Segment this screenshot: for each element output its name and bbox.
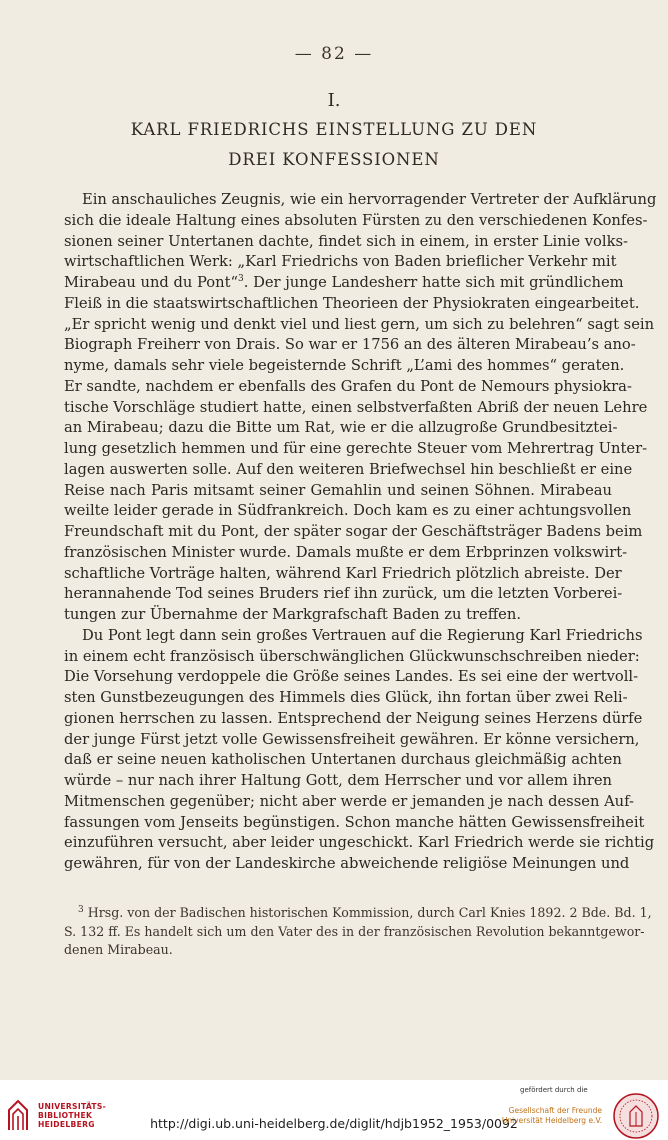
library-name-line: HEIDELBERG: [38, 1120, 95, 1129]
text-line: in einem echt französisch überschwänglichen Glückwunschschreiben nieder:: [64, 647, 640, 665]
text-line: weilte leider gerade in Südfrankreich. Doch kam es zu einer achtungsvollen: [64, 502, 632, 520]
sponsor-name: [498, 1106, 602, 1126]
text-line: sten Gunstbezeugungen des Himmels dies Glück, ihn fortan über zwei Reli-: [64, 689, 628, 706]
text-line: der junge Fürst jetzt volle Gewissensfreiheit gewähren. Er könne versichern,: [64, 730, 640, 748]
text-line: herannahende Tod seines Bruders rief ihn zurück, um die letzten Vorberei-: [64, 585, 623, 603]
footnote-number: 3: [78, 904, 84, 915]
text-line: Du Pont legt dann sein großes Vertrauen auf die Regierung Karl Friedrichs: [82, 626, 643, 644]
text-line: gionen herrschen zu lassen. Entsprechend der Neigung seines Herzens dürfe: [64, 709, 643, 727]
text-line: Biograph Freiherr von Drais. So war er 1756 an des älteren Mirabeau’s ano-: [64, 336, 636, 354]
text-line: gewähren, für von der Landeskirche abweichende religiöse Meinungen und: [64, 855, 630, 872]
text-line: lung gesetzlich hemmen und für eine gerechte Steuer vom Mehrertrag Unter-: [64, 440, 648, 457]
sponsor-label: gefördert durch die: [520, 1086, 588, 1094]
text-line: daß er seine neuen katholischen Untertanen durchaus gleichmäßig achten: [64, 751, 622, 769]
sponsor-name-line: Gesellschaft der Freunde: [508, 1106, 602, 1115]
text-line: einzuführen versucht, aber leider ungeschickt. Karl Friedrich werde sie richtig: [64, 834, 655, 852]
university-seal-icon: [612, 1092, 660, 1140]
text-line: nyme, damals sehr viele begeisternde Schrift „L’ami des hommes“ geraten.: [64, 357, 625, 374]
chapter-title-line-1: KARL FRIEDRICHS EINSTELLUNG ZU DEN: [130, 120, 538, 139]
text-line: Er sandte, nachdem er ebenfalls des Grafen du Pont de Nemours physiokra-: [64, 377, 632, 395]
text-line: Ein anschauliches Zeugnis, wie ein hervorragender Vertreter der Aufklärung: [82, 191, 657, 208]
text-line: Die Vorsehung verdoppele die Größe seines Landes. Es sei eine der wertvoll-: [64, 668, 639, 686]
text-line: tische Vorschläge studiert hatte, einen selbstverfaßten Abriß der neuen Lehre: [64, 398, 648, 416]
text-line: würde – nur nach ihrer Haltung Gott, dem Herrscher und vor allem ihren: [64, 772, 612, 789]
footnote-block: [64, 904, 652, 960]
text-line: sionen seiner Untertanen dachte, findet sich in einem, in erster Linie volks-: [64, 232, 628, 250]
text-line: Reise nach Paris mitsamt seiner Gemahlin und seinen Söhnen. Mirabeau: [64, 481, 612, 499]
text-line: schaftliche Vorträge halten, während Karl Friedrich plötzlich abreiste. Der: [64, 564, 622, 582]
text-line: Mitmenschen gegenüber; nicht aber werde er jemanden je nach dessen Auf-: [64, 792, 635, 810]
text-line: Freundschaft mit du Pont, der später sogar der Geschäftsträger Badens beim: [64, 523, 643, 540]
text-line: „Er spricht wenig und denkt viel und liest gern, um sich zu belehren“ sagt sein: [64, 315, 655, 333]
text-segment: Der junge Landesherr hatte sich mit gründlichem: [253, 274, 624, 291]
text-line: tungen zur Übernahme der Markgrafschaft Baden zu treffen.: [64, 606, 521, 623]
library-name-line: UNIVERSITÄTS-: [38, 1102, 107, 1111]
body-text: [64, 190, 657, 875]
chapter-numeral: I.: [327, 90, 341, 111]
text-line: französischen Minister wurde. Damals mußte er dem Erbprinzen volkswirt-: [64, 543, 628, 561]
page-number: — 82 —: [294, 44, 374, 64]
text-line: wirtschaftlichen Werk: „Karl Friedrichs von Baden brieflicher Verkehr mit: [64, 253, 617, 271]
chapter-title-line-2: DREI KONFESSIONEN: [228, 150, 440, 169]
text-line: Fleiß in die staatswirtschaftlichen Theorieen der Physiokraten eingearbeitet.: [64, 294, 640, 312]
text-line: Mirabeau und du Pont“$^3$. Der junge Landesherr hatte sich mit gründlichem: [64, 274, 624, 291]
sponsor-name-line: Universität Heidelberg e.V.: [501, 1116, 602, 1125]
text-line: an Mirabeau; dazu die Bitte um Rat, wie er die allzugroße Grundbesitztei-: [64, 419, 618, 437]
digitization-footer: [0, 1080, 668, 1140]
text-line: lagen auswerten solle. Auf den weiteren Briefwechsel hin beschließt er eine: [64, 460, 633, 478]
text-line: sich die ideale Haltung eines absoluten Fürsten zu den verschiedenen Konfes-: [64, 211, 648, 229]
footnote-reference: 3: [238, 274, 244, 285]
footnote-line: denen Mirabeau.: [64, 942, 173, 957]
library-name-line: BIBLIOTHEK: [38, 1111, 93, 1120]
footnote-line: [64, 904, 652, 923]
text-segment: Hrsg. von der Badischen historischen Kommission, durch Carl Knies 1892. 2 Bde. Bd. 1,: [87, 905, 652, 920]
text-line: fassungen vom Jenseits begünstigen. Schon manche hätten Gewissensfreiheit: [64, 813, 645, 831]
text-segment: Mirabeau und du Pont“: [64, 274, 239, 291]
footnote-line: S. 132 ff. Es handelt sich um den Vater des in der französischen Revolution bekanntgewor-: [64, 923, 645, 939]
source-url-link[interactable]: http://digi.ub.uni-heidelberg.de/diglit/hdjb1952_1953/0092: [150, 1116, 518, 1131]
